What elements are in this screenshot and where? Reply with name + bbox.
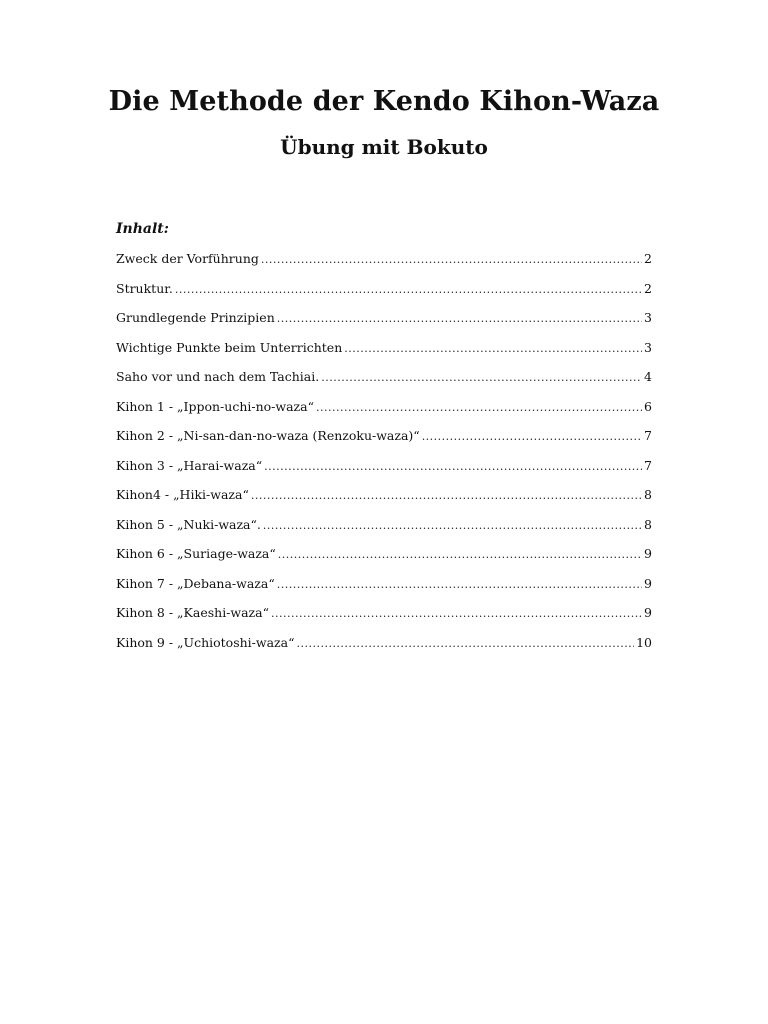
table-of-contents: [116, 249, 652, 662]
toc-entry-label: Kihon4 - „Hiki-waza“: [116, 487, 249, 502]
toc-entry-label: Kihon 9 - „Uchiotoshi-waza“: [116, 634, 295, 650]
document-title: Die Methode der Kendo Kihon-Waza: [108, 86, 660, 117]
toc-entry-label: Kihon 8 - „Kaeshi-waza“: [116, 605, 269, 620]
toc-entry[interactable]: [116, 574, 652, 604]
toc-entry-page: 8: [644, 487, 652, 502]
toc-dot-leader: [278, 545, 642, 565]
toc-dot-leader: [263, 516, 642, 536]
toc-entry-label: Zweck der Vorführung: [116, 251, 259, 266]
toc-dot-leader: [296, 634, 634, 654]
toc-dot-leader: [261, 250, 642, 270]
toc-dot-leader: [344, 339, 642, 359]
toc-entry[interactable]: [116, 544, 652, 574]
document-subtitle: Übung mit Bokuto: [280, 135, 488, 159]
toc-entry-page: 3: [644, 339, 652, 355]
toc-dot-leader: [271, 604, 642, 624]
toc-dot-leader: [251, 486, 642, 506]
toc-heading: Inhalt:: [116, 221, 169, 237]
toc-dot-leader: [277, 575, 642, 595]
toc-dot-leader: [277, 309, 642, 329]
toc-entry[interactable]: [116, 279, 652, 309]
toc-entry-page: 10: [636, 634, 652, 650]
toc-entry-label: Kihon 6 - „Suriage-waza“: [116, 546, 276, 561]
toc-entry-page: 7: [644, 428, 652, 443]
toc-entry-label: Grundlegende Prinzipien: [116, 310, 275, 325]
toc-entry-label: Kihon 7 - „Debana-waza“: [116, 575, 275, 591]
toc-entry[interactable]: [116, 456, 652, 486]
toc-entry[interactable]: [116, 308, 652, 338]
toc-entry-page: 9: [644, 575, 652, 591]
toc-dot-leader: [264, 457, 642, 477]
toc-entry[interactable]: [116, 603, 652, 633]
toc-entry-label: Saho vor und nach dem Tachiai.: [116, 369, 320, 384]
toc-dot-leader: [316, 398, 642, 418]
toc-dot-leader: [175, 280, 642, 300]
toc-entry-label: Kihon 3 - „Harai-waza“: [116, 457, 263, 473]
toc-entry-page: 3: [644, 310, 652, 325]
toc-entry[interactable]: [116, 633, 652, 663]
toc-entry-page: 9: [644, 546, 652, 561]
toc-entry-label: Struktur.: [116, 280, 173, 296]
toc-dot-leader: [422, 427, 642, 447]
toc-entry[interactable]: [116, 426, 652, 456]
toc-entry-page: 9: [644, 605, 652, 620]
toc-entry-page: 6: [644, 398, 652, 414]
toc-dot-leader: [321, 368, 642, 388]
toc-entry[interactable]: [116, 338, 652, 368]
toc-entry[interactable]: [116, 397, 652, 427]
toc-entry[interactable]: [116, 249, 652, 279]
toc-entry-page: 8: [644, 516, 652, 532]
toc-entry-page: 7: [644, 457, 652, 473]
toc-entry-label: Kihon 2 - „Ni-san-dan-no-waza (Renzoku-waza)“: [116, 428, 420, 443]
toc-entry-page: 4: [644, 369, 652, 384]
toc-entry-label: Kihon 1 - „Ippon-uchi-no-waza“: [116, 398, 314, 414]
toc-entry[interactable]: [116, 367, 652, 397]
toc-entry[interactable]: [116, 515, 652, 545]
toc-entry-label: Kihon 5 - „Nuki-waza“.: [116, 516, 261, 532]
toc-entry-label: Wichtige Punkte beim Unterrichten: [116, 339, 343, 355]
toc-entry-page: 2: [644, 280, 652, 296]
toc-entry-page: 2: [644, 251, 652, 266]
toc-entry[interactable]: [116, 485, 652, 515]
